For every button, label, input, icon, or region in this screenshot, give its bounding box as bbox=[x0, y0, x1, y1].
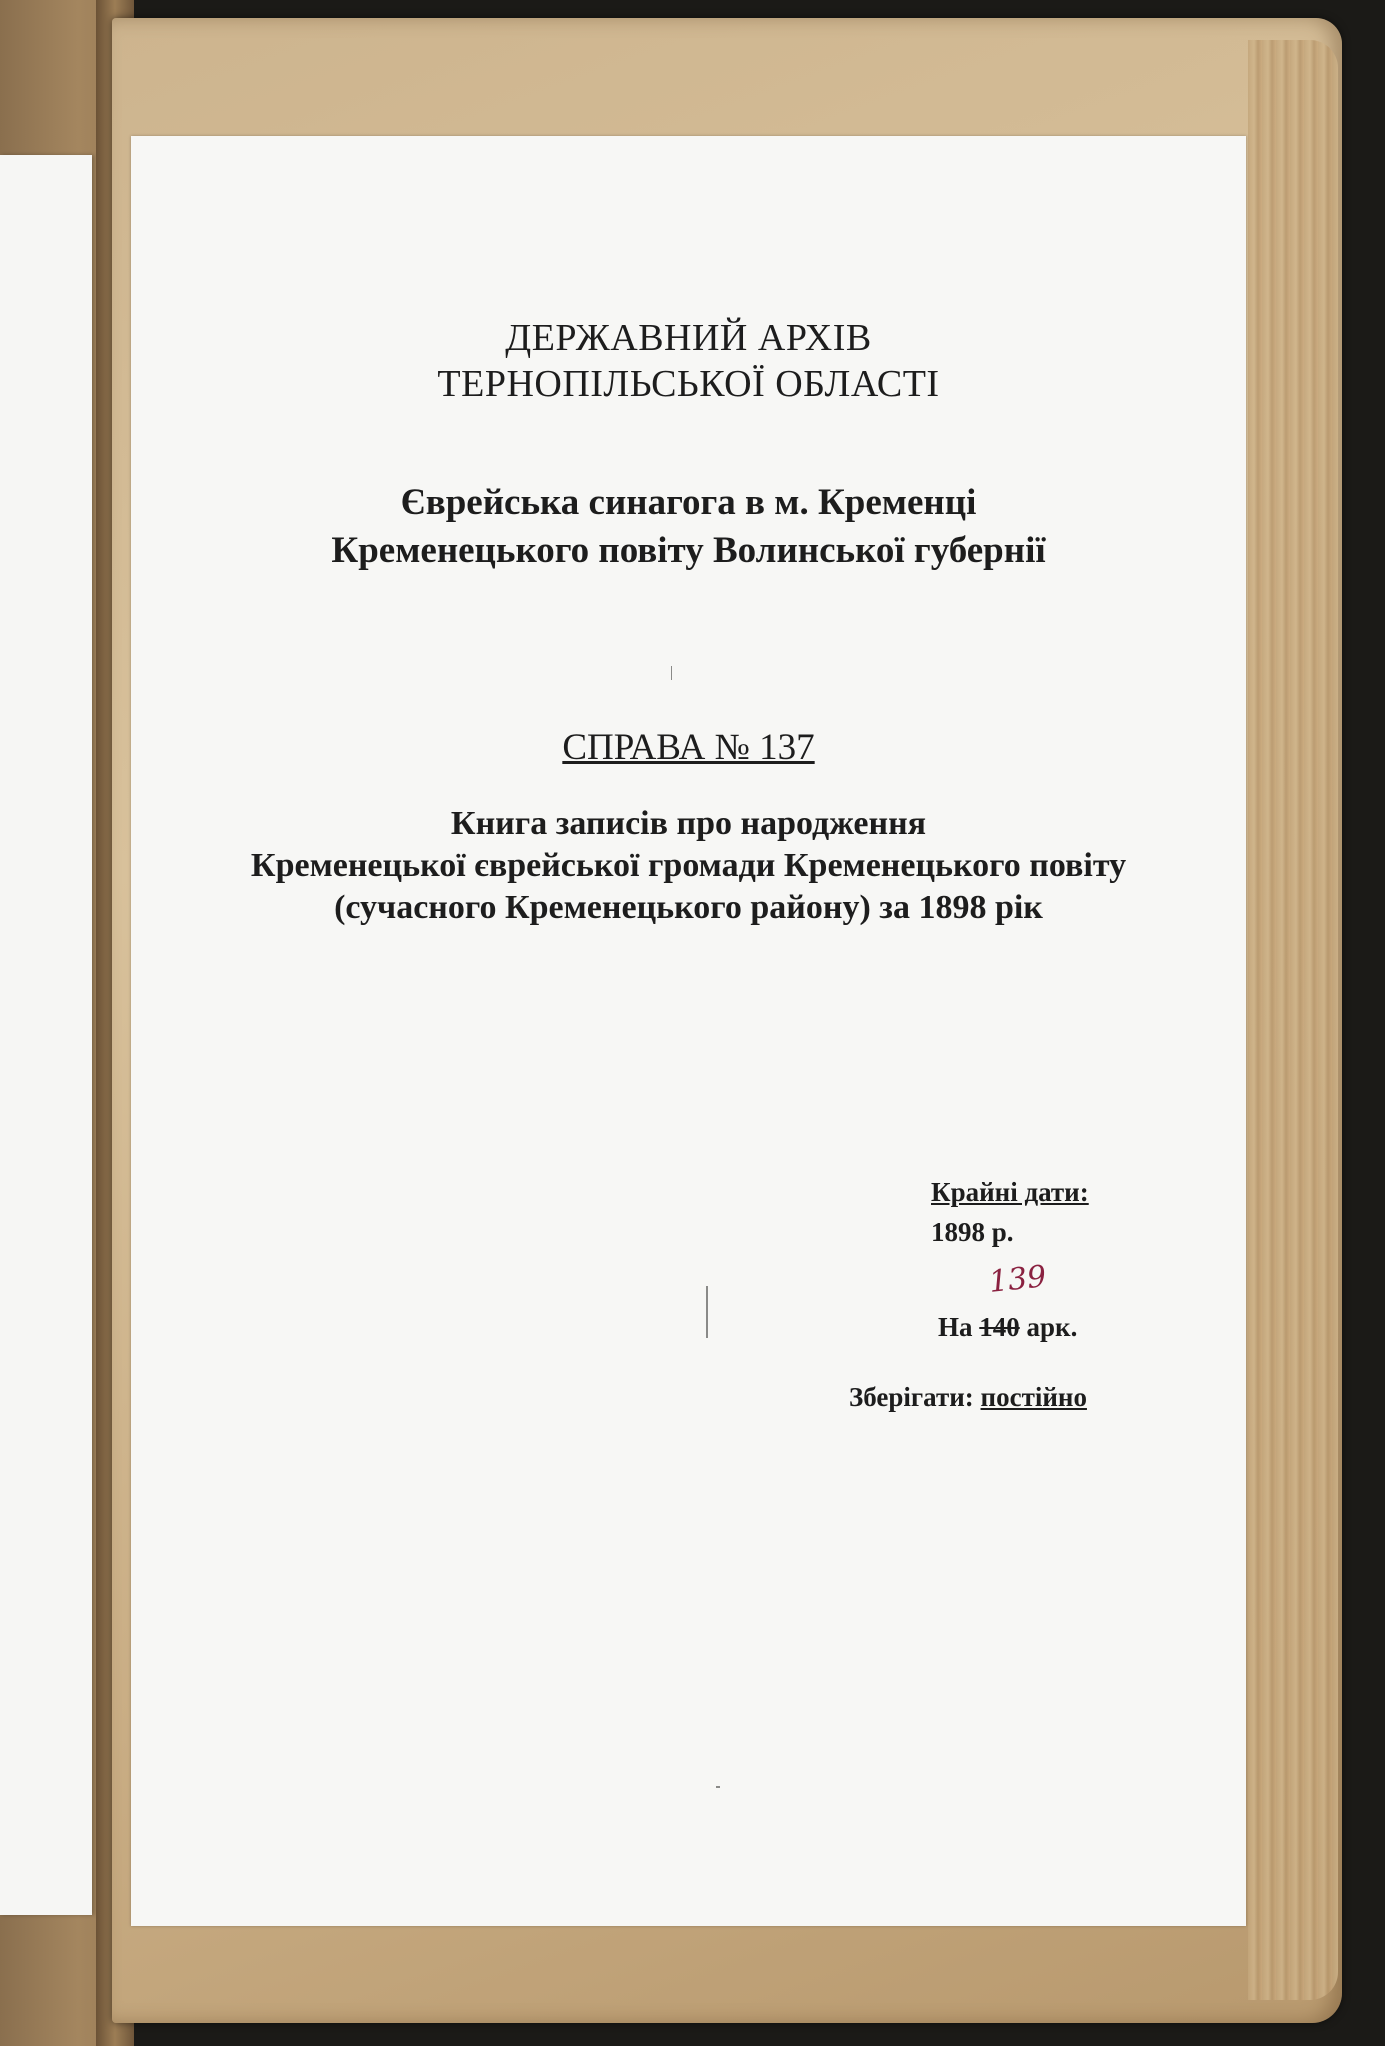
corrected-sheet-count: 139 bbox=[987, 1259, 1048, 1300]
archive-name-line2: ТЕРНОПІЛЬСЬКОЇ ОБЛАСТІ bbox=[437, 363, 940, 405]
storage-label: Зберігати: bbox=[849, 1382, 974, 1412]
case-title-line2: Кременецької єврейської громади Кременецького повіту bbox=[250, 847, 1127, 884]
folder-page-edges bbox=[1248, 40, 1338, 2000]
archive-name-line1: ДЕРЖАВНИЙ АРХІВ bbox=[505, 317, 872, 359]
fond-name-line2: Кременецького повіту Волинської губернії bbox=[331, 530, 1046, 571]
scan-speck bbox=[716, 1786, 720, 1788]
storage-line bbox=[849, 1383, 1087, 1413]
dates-block bbox=[931, 1178, 1089, 1247]
scan-speck bbox=[671, 666, 672, 680]
previous-sheet bbox=[0, 155, 92, 1915]
case-title-line3: (сучасного Кременецького району) за 1898 рік bbox=[334, 889, 1043, 926]
scan-speck bbox=[706, 1286, 708, 1338]
fond-name-line1: Єврейська синагога в м. Кременці bbox=[400, 482, 977, 523]
title-sheet bbox=[131, 136, 1246, 1926]
case-number: СПРАВА № 137 bbox=[562, 727, 815, 768]
sheet-count-suffix: арк. bbox=[1026, 1312, 1078, 1342]
dates-value: 1898 р. bbox=[931, 1216, 1014, 1247]
storage-value: постійно bbox=[980, 1382, 1087, 1412]
original-sheet-count: 140 bbox=[979, 1312, 1020, 1342]
sheet-count-prefix: На bbox=[938, 1312, 973, 1342]
case-number-line bbox=[131, 728, 1246, 769]
case-title-line1: Книга записів про народження bbox=[450, 805, 927, 842]
sheet-count-line bbox=[938, 1313, 1077, 1343]
dates-label: Крайні дати: bbox=[931, 1177, 1089, 1207]
